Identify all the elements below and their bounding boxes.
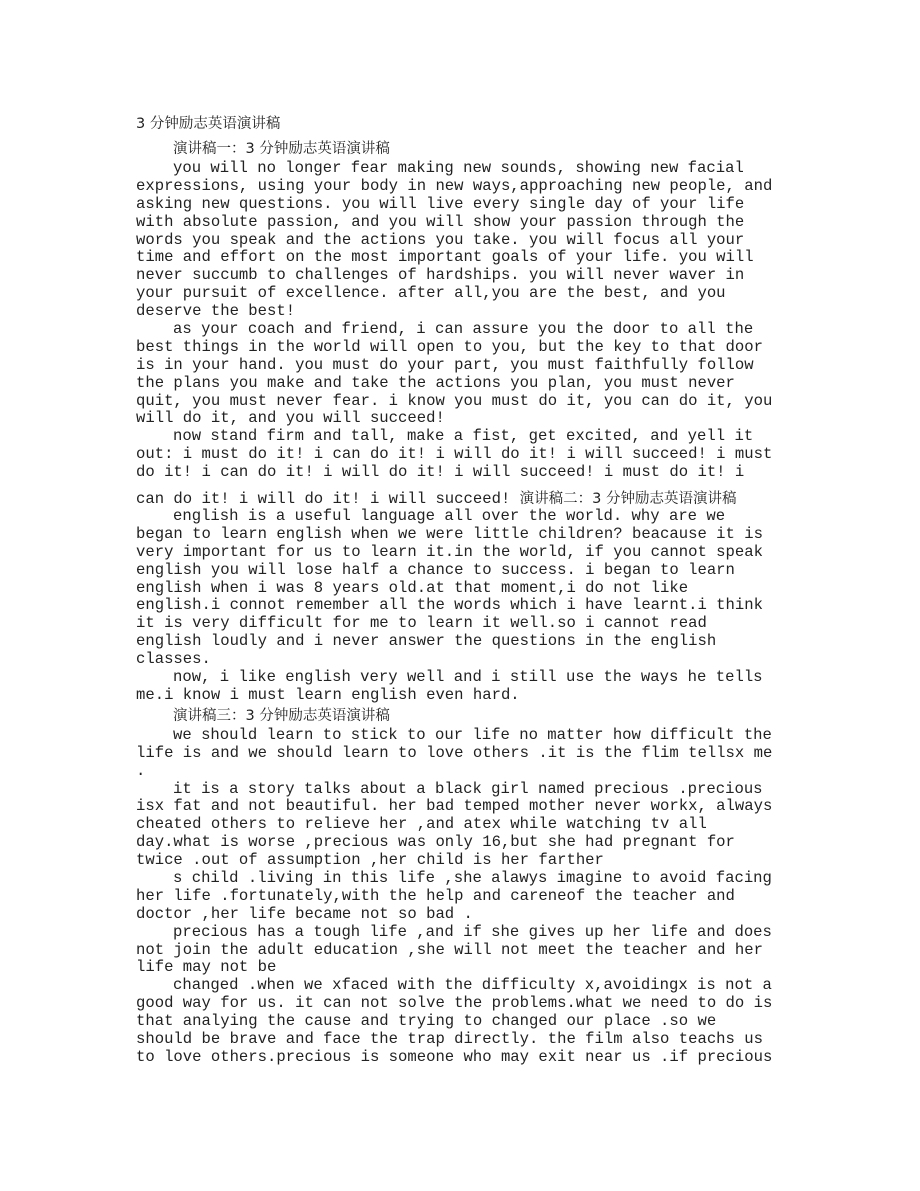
text-line [136,687,796,705]
text-line [136,232,796,250]
text-line [136,1031,796,1049]
line-text: twice .out of assumption ,her child is her farther [136,851,604,870]
line-text: classes. [136,650,211,669]
line-text: day.what is worse ,precious was only 16,but she had pregnant for [136,833,735,852]
line-text: now stand firm and tall, make a fist, get excited, and yell it [173,427,754,446]
line-text: best things in the world will open to you, but the key to that door [136,337,763,356]
line-text: words you speak and the actions you take. you will focus all your [136,230,745,249]
line-text: changed .when we xfaced with the difficulty x,avoidingx is not a [173,976,772,995]
text-line [136,410,796,428]
text-line [136,942,796,960]
section-heading [136,705,796,727]
section-heading-text: 演讲稿一：3 分钟励志英语演讲稿 [173,141,390,157]
line-text: . [136,761,146,780]
text-line [136,781,796,799]
text-line [136,321,796,339]
text-line [136,339,796,357]
text-line [136,888,796,906]
line-text: it is a story talks about a black girl named precious .precious [173,779,763,798]
line-text: her life .fortunately,with the help and careneof the teacher and [136,886,735,905]
text-line [136,852,796,870]
text-line [136,544,796,562]
text-line [136,267,796,285]
line-text: life may not be [136,958,277,977]
line-text: english loudly and i never answer the questions in the english [136,632,717,651]
text-line [136,745,796,763]
section-heading-text: 演讲稿二：3 分钟励志英语演讲稿 [519,491,737,508]
text-line [136,508,796,526]
text-line [136,562,796,580]
text-line [136,870,796,888]
line-text: is in your hand. you must do your part, you must faithfully follow [136,355,754,374]
text-line [136,446,796,464]
line-text: me.i know i must learn english even hard. [136,685,520,704]
text-line [136,178,796,196]
line-text: now, i like english very well and i still use the ways he tells [173,668,763,687]
text-line [136,906,796,924]
line-text: life is and we should learn to love others .it is the flim tellsx me [136,743,773,762]
title-text: 3 分钟励志英语演讲稿 [136,116,281,132]
text-line [136,924,796,942]
line-text: s child .living in this life ,she alawys imagine to avoid facing [173,868,772,887]
text-line [136,727,796,745]
text-line [136,816,796,834]
line-text: should be brave and face the trap directly. the film also teachs us [136,1029,763,1048]
line-text: isx fat and not beautiful. her bad temped mother never workx, always [136,797,773,816]
text-line [136,484,796,508]
line-text: can do it! i will do it! i will succeed! [136,490,520,509]
line-text: precious has a tough life ,and if she gives up her life and does [173,922,772,941]
line-text: not join the adult education ,she will not meet the teacher and her [136,940,763,959]
line-text: the plans you make and take the actions you plan, you must never [136,373,735,392]
text-line [136,1049,796,1067]
text-line [136,1013,796,1031]
line-text: with absolute passion, and you will show your passion through the [136,212,745,231]
line-text: very important for us to learn it.in the world, if you cannot speak [136,542,763,561]
section-heading [136,138,796,160]
text-line [136,196,796,214]
text-line [136,959,796,977]
text-line [136,580,796,598]
line-text: english when i was 8 years old.at that moment,i do not like [136,578,689,597]
line-text: began to learn english when we were little children? beacause it is [136,524,763,543]
line-text: quit, you must never fear. i know you must do it, you can do it, you [136,391,773,410]
text-line [136,160,796,178]
line-text: will do it, and you will succeed! [136,409,445,428]
text-line [136,977,796,995]
line-text: that analying the cause and trying to changed our place .so we [136,1012,717,1031]
text-line [136,428,796,446]
line-text: good way for us. it can not solve the problems.what we need to do is [136,994,773,1013]
line-text: we should learn to stick to our life no matter how difficult the [173,725,772,744]
text-line [136,357,796,375]
line-text: to love others.precious is someone who may exit near us .if precious [136,1047,773,1066]
line-text: english is a useful language all over the world. why are we [173,507,726,526]
text-line [136,249,796,267]
text-line [136,375,796,393]
text-line [136,763,796,781]
text-line [136,669,796,687]
text-line [136,464,796,482]
line-text: deserve the best! [136,302,296,321]
line-text: as your coach and friend, i can assure you the door to all the [173,320,754,339]
text-line [136,285,796,303]
line-text: you will no longer fear making new sounds, showing new facial [173,159,744,177]
line-text: out: i must do it! i can do it! i will do it! i will succeed! i must [136,445,773,464]
line-text: expressions, using your body in new ways,approaching new people, and [136,176,773,195]
line-text: english.i connot remember all the words which i have learnt.i think [136,596,763,615]
line-text: doctor ,her life became not so bad . [136,904,473,923]
line-text: it is very difficult for me to learn it well.so i cannot read [136,614,707,633]
line-text: time and effort on the most important goals of your life. you will [136,248,754,267]
text-line [136,798,796,816]
text-line [136,834,796,852]
text-line [136,633,796,651]
text-line [136,597,796,615]
text-line [136,393,796,411]
text-line [136,303,796,321]
text-line [136,995,796,1013]
document-title [136,114,796,138]
line-text: cheated others to relieve her ,and atex while watching tv all [136,815,707,834]
line-text: your pursuit of excellence. after all,you are the best, and you [136,284,726,303]
section-heading-text: 演讲稿三：3 分钟励志英语演讲稿 [173,707,390,724]
line-text: never succumb to challenges of hardships. you will never waver in [136,266,745,285]
document-body [136,114,796,1067]
text-line [136,526,796,544]
text-line [136,615,796,633]
text-line [136,651,796,669]
line-text: do it! i can do it! i will do it! i will succeed! i must do it! i [136,463,745,482]
text-line [136,214,796,232]
line-text: english you will lose half a chance to success. i began to learn [136,560,735,579]
line-text: asking new questions. you will live every single day of your life [136,194,745,213]
